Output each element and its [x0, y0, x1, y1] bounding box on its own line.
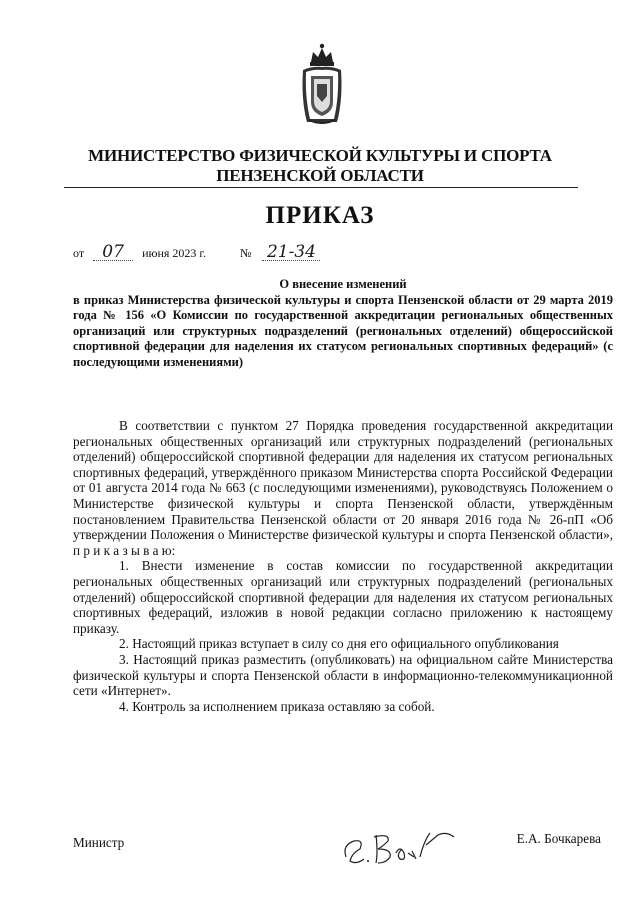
order-item-4: 4. Контроль за исполнением приказа оставляю за собой.: [119, 698, 435, 714]
number-prefix: №: [240, 246, 252, 260]
ministry-name: [60, 146, 580, 186]
signature-block: [73, 831, 613, 871]
subject-heading: О внесение изменений: [279, 277, 407, 291]
order-number: 21-34: [262, 244, 320, 261]
ministry-line-2: ПЕНЗЕНСКОЙ ОБЛАСТИ: [216, 166, 424, 185]
signatory-role: Министр: [73, 835, 125, 850]
order-subject: [73, 277, 613, 371]
subject-body: в приказ Министерства физической культуры и спорта Пензенской области от 29 марта 2019 года № 156 «О Комиссии по государственной аккредитации региональных общественных организаций или структурных подразделений (региональных отделений) общероссийской спортивной федерации для наделения их статусом региональных спортивных федераций» (с последующими изменениями): [73, 292, 613, 369]
order-item-2: 2. Настоящий приказ вступает в силу со дня его официального опубликования: [119, 636, 559, 652]
date-prefix: от: [73, 246, 85, 260]
order-item-1: 1. Внести изменение в состав комиссии по государственной аккредитации региональных общественных организаций или структурных подразделений (региональных отделений) общероссийской спортивной федерации для наделения их статусом региональных спортивных федераций, изложив в новой редакции согласно приложению к настоящему приказу.: [73, 558, 613, 636]
order-text: [73, 418, 613, 714]
header-divider: [64, 187, 578, 188]
order-title: ПРИКАЗ: [265, 202, 375, 229]
preamble-paragraph: В соответствии с пунктом 27 Порядка проведения государственной аккредитации региональных общественных организаций или структурных подразделений (региональных отделений) общероссийской спортивной федерации для наделения их статусом региональных спортивных федераций, утверждённого приказом Министерства спорта Российской Федерации от 01 августа 2014 года № 663 (с последующими изменениями), руководствуясь Положением о Министерстве физической культуры и спорта Пензенской области, утверждённым постановлением Правительства Пензенской области от 20 января 2016 года № 26-пП «Об утверждении Положения о Министерстве физической культуры и спорта Пензенской области», п р и к а з ы в а ю:: [73, 418, 613, 558]
ministry-line-1: МИНИСТЕРСТВО ФИЗИЧЕСКОЙ КУЛЬТУРЫ И СПОРТА: [88, 146, 552, 165]
handwritten-signature: [338, 823, 458, 871]
order-day: 07: [93, 244, 133, 261]
order-dateline: [73, 244, 320, 261]
order-item-3: 3. Настоящий приказ разместить (опубликовать) на официальном сайте Министерства физической культуры и спорта Пензенской области в информационно-телекоммуникационной сети «Интернет».: [73, 651, 613, 699]
signatory-name: Е.А. Бочкарева: [516, 831, 601, 846]
coat-of-arms-icon: [297, 40, 347, 128]
order-month-year: июня 2023 г.: [142, 246, 206, 260]
